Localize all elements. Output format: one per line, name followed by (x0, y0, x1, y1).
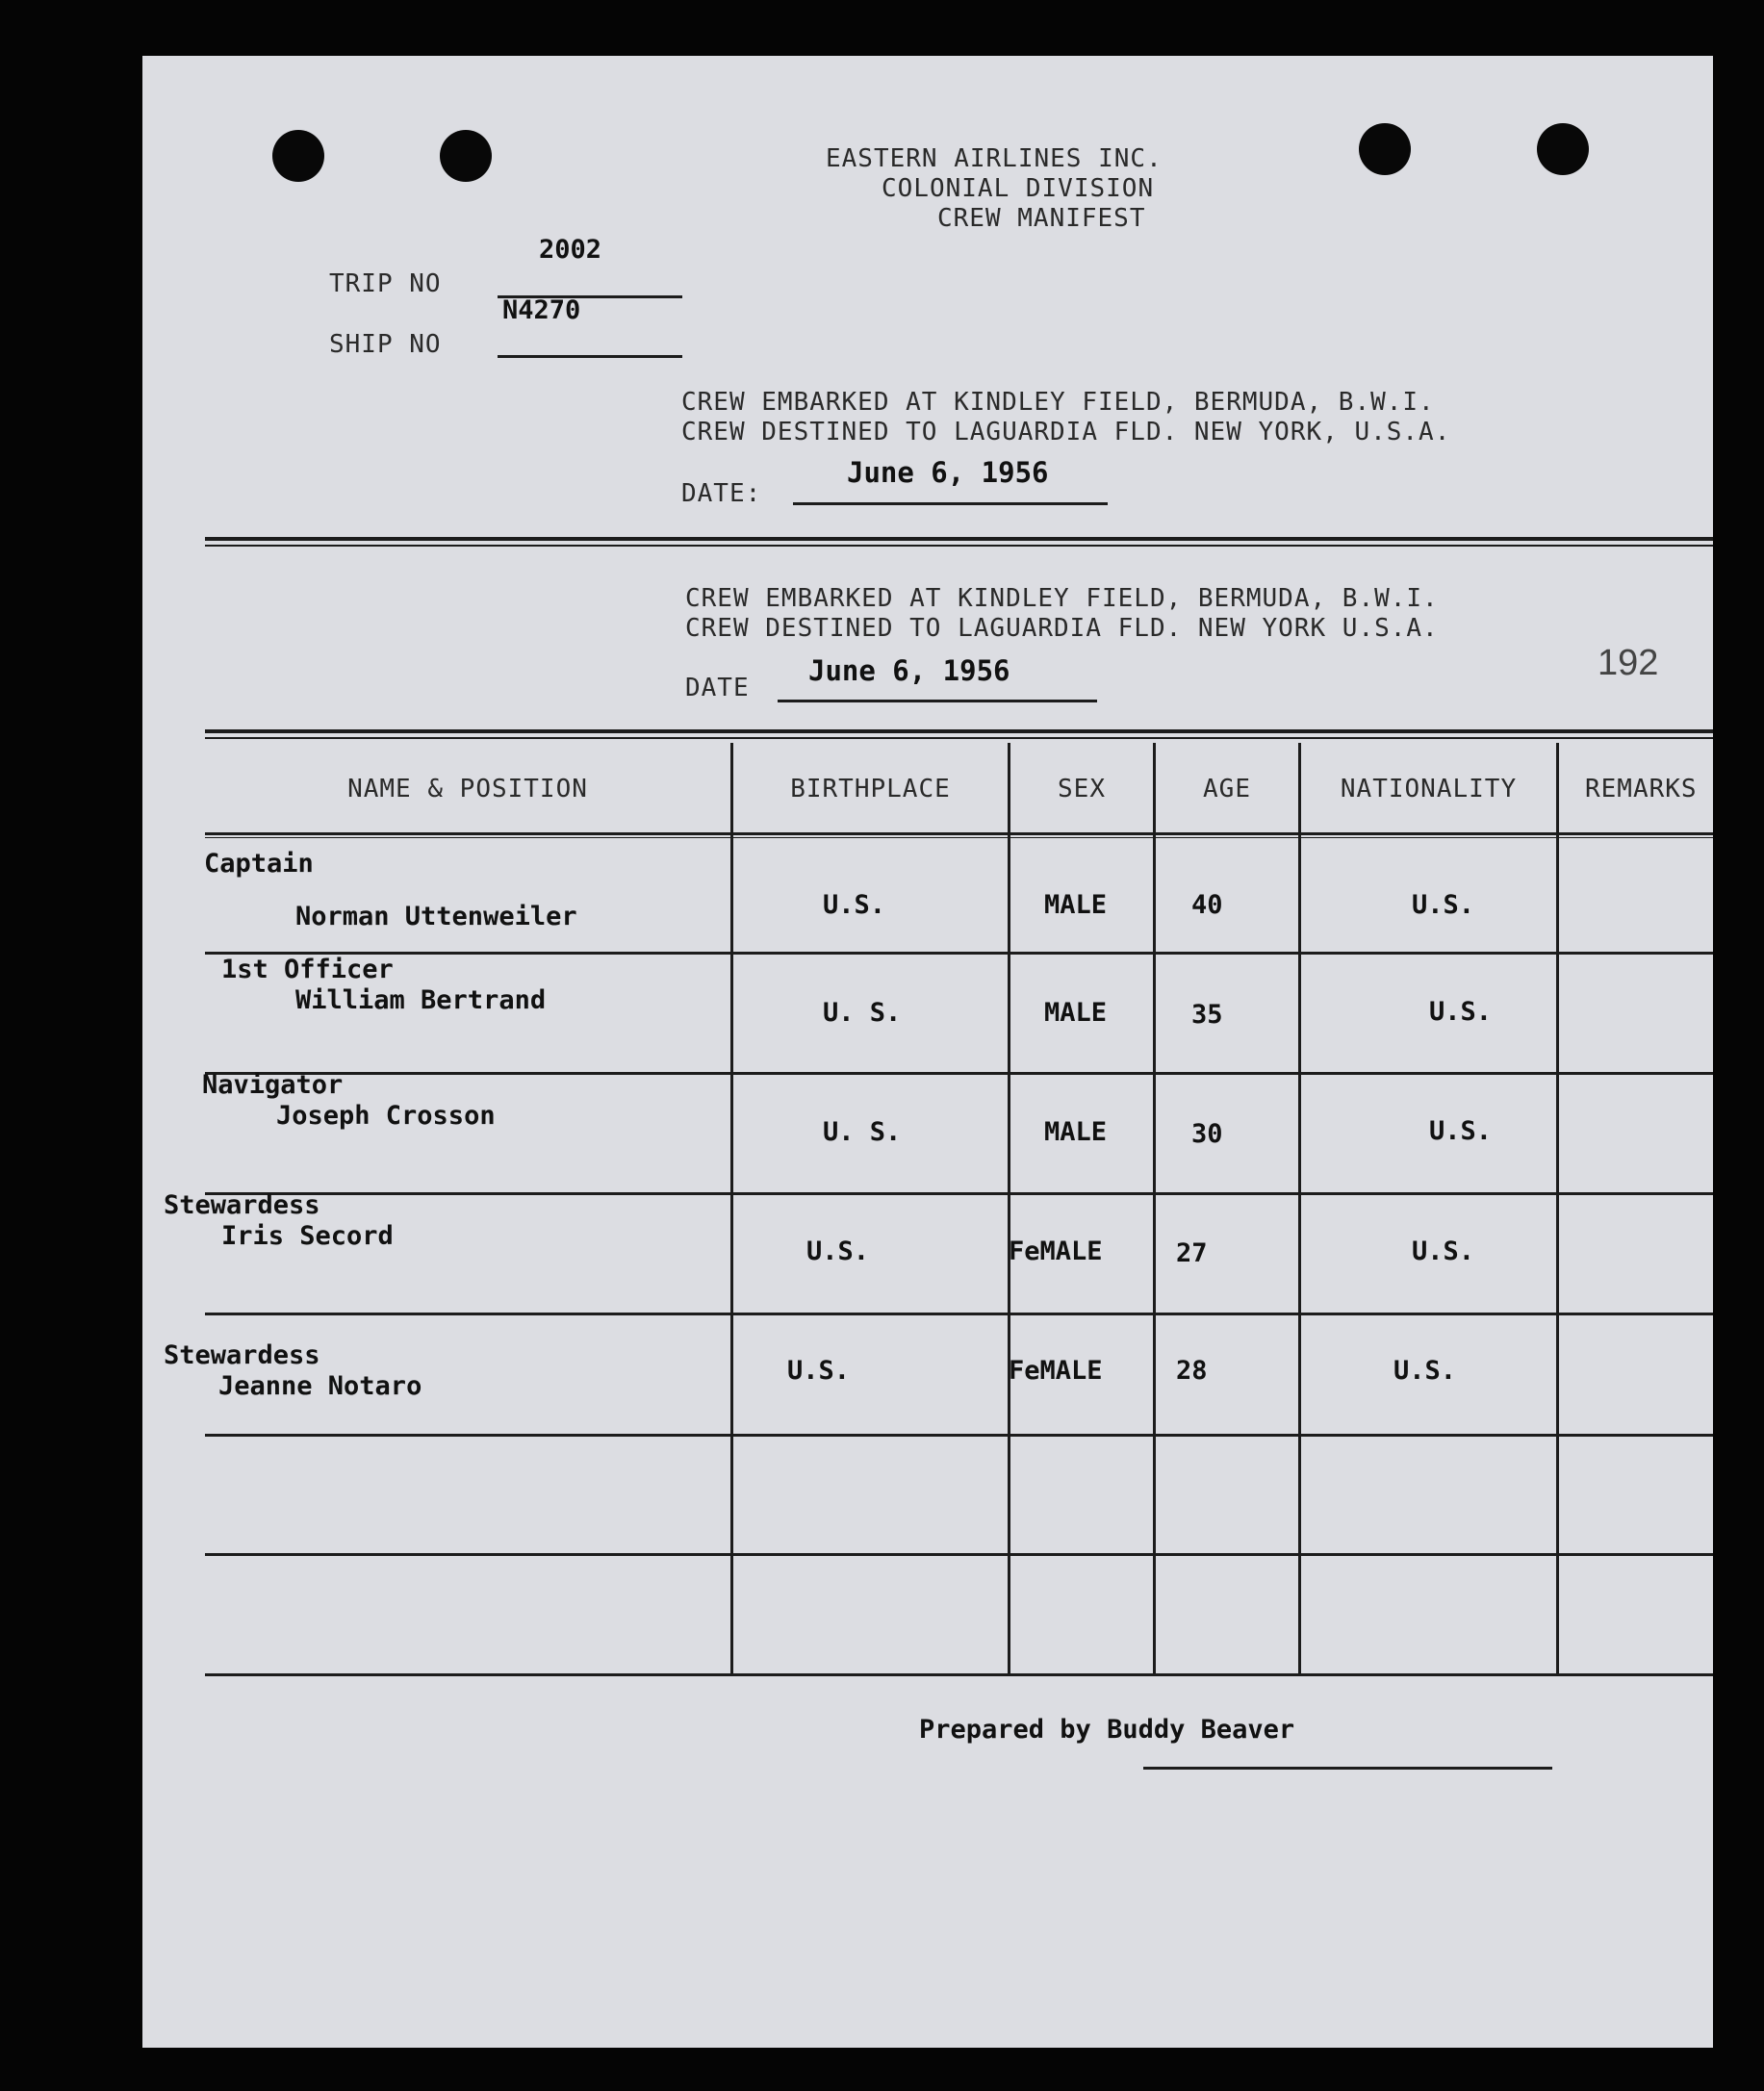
row-rule (205, 1434, 1713, 1437)
crew-age: 27 (1176, 1238, 1208, 1268)
crew-sex: MALE (1044, 890, 1108, 920)
crew-position: Navigator (202, 1070, 344, 1100)
column-header-age: AGE (1203, 775, 1251, 803)
punch-hole-icon (1359, 123, 1411, 175)
header-rule (205, 837, 1713, 838)
trip-value: 2002 (539, 235, 602, 265)
date-underline (793, 502, 1108, 505)
crew-birthplace: U.S. (787, 1356, 851, 1386)
row-rule (205, 1313, 1713, 1315)
crew-sex: MALE (1044, 998, 1108, 1028)
embarked-line: CREW EMBARKED AT KINDLEY FIELD, BERMUDA, B.W.I. (685, 584, 1439, 613)
crew-position: Stewardess (164, 1190, 320, 1220)
section-divider (205, 545, 1713, 547)
company-name: EASTERN AIRLINES INC. (826, 144, 1163, 173)
column-divider (1008, 743, 1010, 1674)
row-rule (205, 952, 1713, 955)
column-divider (1153, 743, 1156, 1674)
crew-birthplace: U.S. (806, 1237, 870, 1266)
crew-name: Norman Uttenweiler (295, 902, 577, 931)
date-underline (778, 700, 1097, 702)
date-value: June 6, 1956 (808, 654, 1010, 687)
punch-hole-icon (440, 130, 492, 182)
crew-position: Captain (204, 849, 314, 879)
crew-sex: FeMALE (1009, 1356, 1103, 1386)
division-name: COLONIAL DIVISION (882, 174, 1155, 203)
document-title: CREW MANIFEST (937, 204, 1146, 233)
column-divider (730, 743, 733, 1674)
punch-hole-icon (1537, 123, 1589, 175)
crew-nationality: U.S. (1429, 997, 1493, 1027)
table-top-rule (205, 737, 1713, 739)
crew-position: 1st Officer (221, 955, 394, 984)
date-label: DATE (685, 674, 750, 702)
destined-line: CREW DESTINED TO LAGUARDIA FLD. NEW YORK, U.S.A. (681, 418, 1451, 446)
crew-position: Stewardess (164, 1340, 320, 1370)
section-divider (205, 537, 1713, 541)
trip-label: TRIP NO (329, 269, 442, 298)
ship-underline (498, 355, 682, 358)
crew-sex: FeMALE (1009, 1237, 1103, 1266)
crew-nationality: U.S. (1393, 1356, 1457, 1386)
crew-name: Joseph Crosson (276, 1101, 496, 1131)
crew-name: Jeanne Notaro (218, 1371, 422, 1401)
crew-age: 30 (1191, 1119, 1223, 1149)
date-label: DATE: (681, 479, 762, 508)
crew-name: William Bertrand (295, 985, 547, 1015)
header-rule (205, 832, 1713, 835)
crew-nationality: U.S. (1412, 1237, 1475, 1266)
crew-age: 40 (1191, 890, 1223, 920)
table-top-rule (205, 729, 1713, 733)
date-value: June 6, 1956 (847, 456, 1049, 489)
crew-age: 28 (1176, 1356, 1208, 1386)
column-divider (1298, 743, 1301, 1674)
crew-birthplace: U. S. (823, 1117, 902, 1147)
destined-line: CREW DESTINED TO LAGUARDIA FLD. NEW YORK U.S.A. (685, 614, 1439, 643)
crew-birthplace: U. S. (823, 998, 902, 1028)
column-header-nationality: NATIONALITY (1340, 775, 1518, 803)
row-rule (205, 1553, 1713, 1556)
ship-value: N4270 (502, 295, 581, 325)
table-bottom-rule (205, 1673, 1713, 1676)
crew-nationality: U.S. (1412, 890, 1475, 920)
prepared-by: Prepared by Buddy Beaver (919, 1715, 1295, 1745)
embarked-line: CREW EMBARKED AT KINDLEY FIELD, BERMUDA, B.W.I. (681, 388, 1435, 417)
crew-sex: MALE (1044, 1117, 1108, 1147)
row-rule (205, 1192, 1713, 1195)
column-header-name-position: NAME & POSITION (347, 775, 588, 803)
column-divider (1556, 743, 1559, 1674)
crew-birthplace: U.S. (823, 890, 886, 920)
column-header-remarks: REMARKS (1585, 775, 1698, 803)
ship-label: SHIP NO (329, 330, 442, 359)
page-number: 192 (1598, 643, 1659, 683)
crew-name: Iris Secord (221, 1221, 394, 1251)
signature-line (1143, 1767, 1552, 1770)
column-header-sex: SEX (1058, 775, 1106, 803)
crew-nationality: U.S. (1429, 1116, 1493, 1146)
column-header-birthplace: BIRTHPLACE (790, 775, 951, 803)
punch-hole-icon (272, 130, 324, 182)
crew-age: 35 (1191, 1000, 1223, 1030)
row-rule (205, 1072, 1713, 1075)
